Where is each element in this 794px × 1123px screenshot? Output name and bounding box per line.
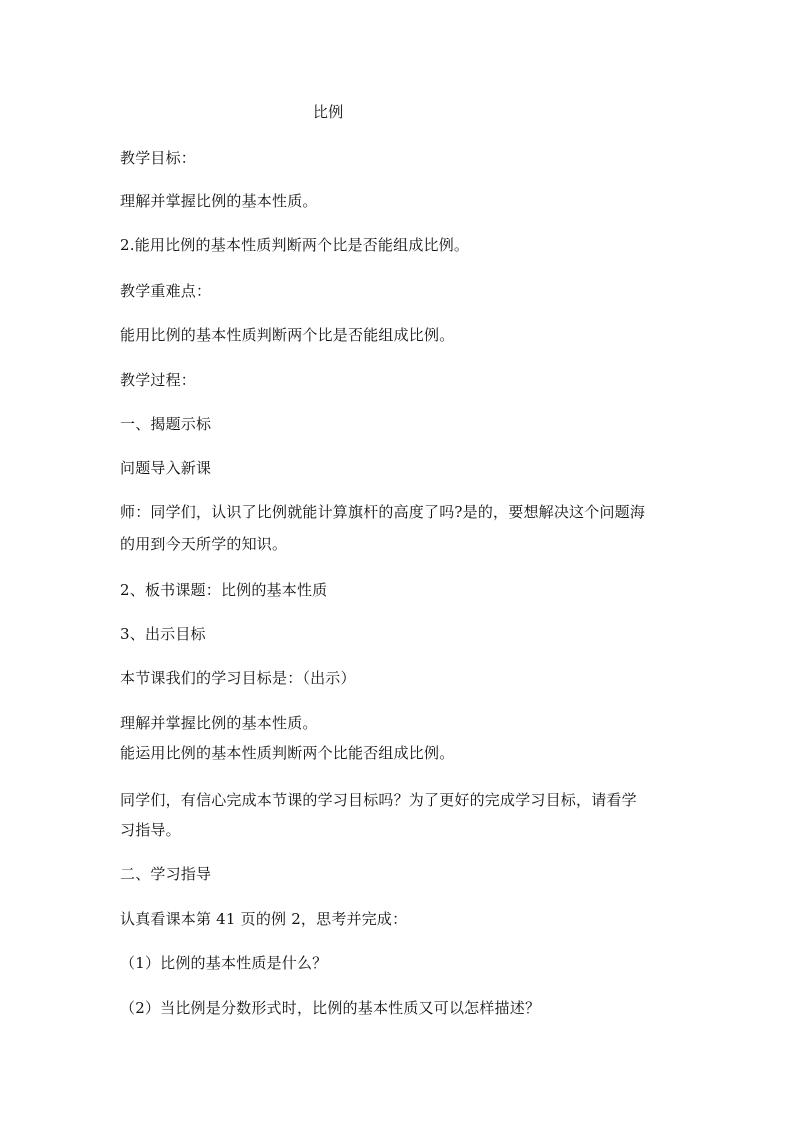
study-guide-instruction: 认真看课本第 41 页的例 2，思考并完成： xyxy=(120,910,408,928)
section-two-heading: 二、学习指导 xyxy=(120,865,212,883)
lesson-objective-1: 理解并掌握比例的基本性质。 xyxy=(120,714,318,732)
section-one-heading: 一、揭题示标 xyxy=(120,415,212,433)
confidence-question-line-2: 习指导。 xyxy=(120,821,181,839)
lesson-objective-2: 能运用比例的基本性质判断两个比能否组成比例。 xyxy=(120,744,455,762)
heading-teaching-objectives: 教学目标： xyxy=(120,149,197,167)
objective-line-1: 理解并掌握比例的基本性质。 xyxy=(120,192,318,210)
document-title: 比例 xyxy=(313,103,344,121)
section-one-subheading: 问题导入新课 xyxy=(120,459,212,477)
teacher-dialogue-line-1: 师：同学们，认识了比例就能计算旗杆的高度了吗?是的，要想解决这个问题海 xyxy=(120,503,646,521)
objective-line-2: 2.能用比例的基本性质判断两个比是否能组成比例。 xyxy=(120,236,470,254)
show-objectives-line: 3、出示目标 xyxy=(120,625,206,643)
guide-question-1: （1）比例的基本性质是什么？ xyxy=(120,954,328,972)
teacher-dialogue-line-2: 的用到今天所学的知识。 xyxy=(120,535,288,553)
board-topic-line: 2、板书课题：比例的基本性质 xyxy=(120,581,328,599)
guide-question-2: （2）当比例是分数形式时，比例的基本性质又可以怎样描述？ xyxy=(120,999,541,1017)
heading-key-points: 教学重难点： xyxy=(120,282,212,300)
confidence-question-line-1: 同学们，有信心完成本节课的学习目标吗？为了更好的完成学习目标，请看学 xyxy=(120,791,637,809)
key-point-line: 能用比例的基本性质判断两个比是否能组成比例。 xyxy=(120,326,455,344)
lesson-objectives-intro: 本节课我们的学习目标是：（出示） xyxy=(120,669,356,687)
heading-teaching-process: 教学过程： xyxy=(120,371,197,389)
